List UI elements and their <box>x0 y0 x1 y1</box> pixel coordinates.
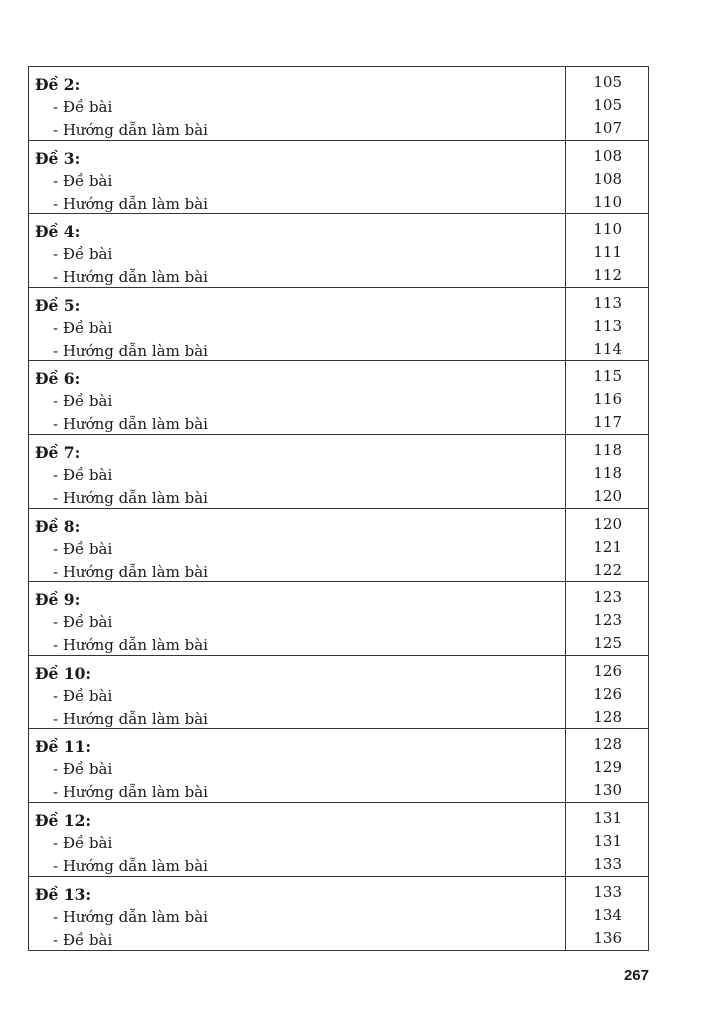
toc-entry-label: - Đề bài <box>53 760 113 779</box>
toc-pages <box>566 509 648 582</box>
toc-entry-label: - Đề bài <box>53 245 113 264</box>
toc-entry-page: 112 <box>593 266 622 285</box>
toc-entry-label: - Đề bài <box>53 613 113 632</box>
toc-heading: Đề 7: <box>35 442 81 462</box>
toc-heading-page: 115 <box>593 367 622 386</box>
toc-section <box>29 435 648 509</box>
toc-heading: Đề 5: <box>35 295 81 315</box>
toc-entry-page: 122 <box>593 560 622 579</box>
toc-heading-page: 118 <box>593 440 622 459</box>
toc-entry-label: - Đề bài <box>53 833 113 852</box>
toc-entry-page: 131 <box>593 831 622 850</box>
toc-section <box>29 214 648 288</box>
toc-pages <box>566 435 648 508</box>
toc-entry-label: - Đề bài <box>53 539 113 558</box>
toc-entry-label: - Hướng dẫn làm bài <box>53 268 208 287</box>
toc-heading: Đề 2: <box>35 75 81 94</box>
toc-entry-label: - Hướng dẫn làm bài <box>53 709 208 728</box>
table-of-contents <box>28 66 649 951</box>
toc-titles <box>29 582 566 655</box>
toc-entry-page: 133 <box>593 854 622 873</box>
toc-entry-label: - Hướng dẫn làm bài <box>53 488 208 507</box>
toc-entry-page: 136 <box>593 928 622 947</box>
toc-pages <box>566 656 648 729</box>
toc-titles <box>29 803 566 876</box>
toc-heading-page: 128 <box>593 735 622 754</box>
toc-section <box>29 729 648 803</box>
toc-entry-page: 120 <box>593 486 622 505</box>
toc-entry-label: - Đề bài <box>53 171 113 190</box>
toc-section <box>29 361 648 435</box>
toc-entry-page: 114 <box>593 339 622 358</box>
toc-entry-page: 134 <box>593 905 622 924</box>
toc-entry-label: - Hướng dẫn làm bài <box>53 194 208 213</box>
toc-heading-page: 133 <box>593 882 622 901</box>
toc-pages <box>566 361 648 434</box>
toc-titles <box>29 656 566 729</box>
toc-entry-page: 126 <box>593 684 622 703</box>
toc-pages <box>566 141 648 214</box>
toc-section <box>29 582 648 656</box>
toc-entry-label: - Hướng dẫn làm bài <box>53 562 208 581</box>
toc-entry-page: 113 <box>593 316 622 335</box>
toc-entry-label: - Hướng dẫn làm bài <box>53 907 208 926</box>
toc-entry-page: 121 <box>593 537 622 556</box>
toc-titles <box>29 509 566 582</box>
toc-section <box>29 67 648 141</box>
toc-section <box>29 656 648 730</box>
toc-entry-label: - Đề bài <box>53 392 113 411</box>
toc-section <box>29 509 648 583</box>
toc-heading-page: 120 <box>593 514 622 533</box>
page-number: 267 <box>623 967 649 984</box>
toc-entry-label: - Đề bài <box>53 686 113 705</box>
toc-entry-page: 110 <box>593 192 622 211</box>
toc-entry-page: 129 <box>593 758 622 777</box>
toc-titles <box>29 288 566 361</box>
toc-titles <box>29 214 566 287</box>
toc-entry-page: 117 <box>593 413 622 432</box>
toc-heading: Đề 3: <box>35 148 81 168</box>
toc-heading: Đề 8: <box>35 516 81 536</box>
toc-entry-page: 116 <box>593 390 622 409</box>
toc-heading-page: 123 <box>593 588 622 607</box>
toc-pages <box>566 803 648 876</box>
toc-titles <box>29 141 566 214</box>
toc-heading: Đề 4: <box>35 222 81 242</box>
toc-entry-label: - Đề bài <box>53 465 113 484</box>
toc-section <box>29 877 648 951</box>
toc-pages <box>566 729 648 802</box>
toc-heading: Đề 12: <box>35 810 92 830</box>
toc-entry-label: - Đề bài <box>53 930 113 949</box>
toc-heading: Đề 6: <box>35 369 81 389</box>
toc-entry-page: 108 <box>593 169 622 188</box>
toc-entry-page: 125 <box>593 634 622 653</box>
toc-titles <box>29 877 566 951</box>
toc-heading-page: 131 <box>593 808 622 827</box>
toc-heading: Đề 13: <box>35 884 92 904</box>
toc-heading-page: 108 <box>593 146 622 165</box>
toc-entry-label: - Hướng dẫn làm bài <box>53 121 208 139</box>
toc-entry-page: 111 <box>593 243 622 262</box>
toc-titles <box>29 729 566 802</box>
toc-heading-page: 110 <box>593 220 622 239</box>
toc-titles <box>29 435 566 508</box>
toc-entry-page: 105 <box>593 96 622 114</box>
toc-pages <box>566 582 648 655</box>
toc-pages <box>566 877 648 951</box>
toc-pages <box>566 288 648 361</box>
toc-entry-label: - Hướng dẫn làm bài <box>53 856 208 875</box>
toc-section <box>29 141 648 215</box>
toc-entry-page: 123 <box>593 611 622 630</box>
toc-entry-label: - Hướng dẫn làm bài <box>53 415 208 434</box>
toc-entry-label: - Đề bài <box>53 318 113 337</box>
toc-heading-page: 113 <box>593 293 622 312</box>
toc-section <box>29 288 648 362</box>
toc-heading-page: 105 <box>593 73 622 91</box>
toc-entry-page: 107 <box>593 119 622 137</box>
toc-entry-page: 130 <box>593 781 622 800</box>
toc-entry-label: - Hướng dẫn làm bài <box>53 783 208 802</box>
toc-titles <box>29 67 566 140</box>
toc-entry-page: 118 <box>593 463 622 482</box>
toc-heading: Đề 9: <box>35 590 81 610</box>
toc-heading: Đề 11: <box>35 737 92 757</box>
toc-entry-label: - Đề bài <box>53 98 113 116</box>
toc-heading: Đề 10: <box>35 663 92 683</box>
toc-entry-label: - Hướng dẫn làm bài <box>53 636 208 655</box>
toc-pages <box>566 214 648 287</box>
toc-entry-label: - Hướng dẫn làm bài <box>53 341 208 360</box>
toc-entry-page: 128 <box>593 707 622 726</box>
toc-titles <box>29 361 566 434</box>
toc-section <box>29 803 648 877</box>
toc-heading-page: 126 <box>593 661 622 680</box>
toc-pages <box>566 67 648 140</box>
